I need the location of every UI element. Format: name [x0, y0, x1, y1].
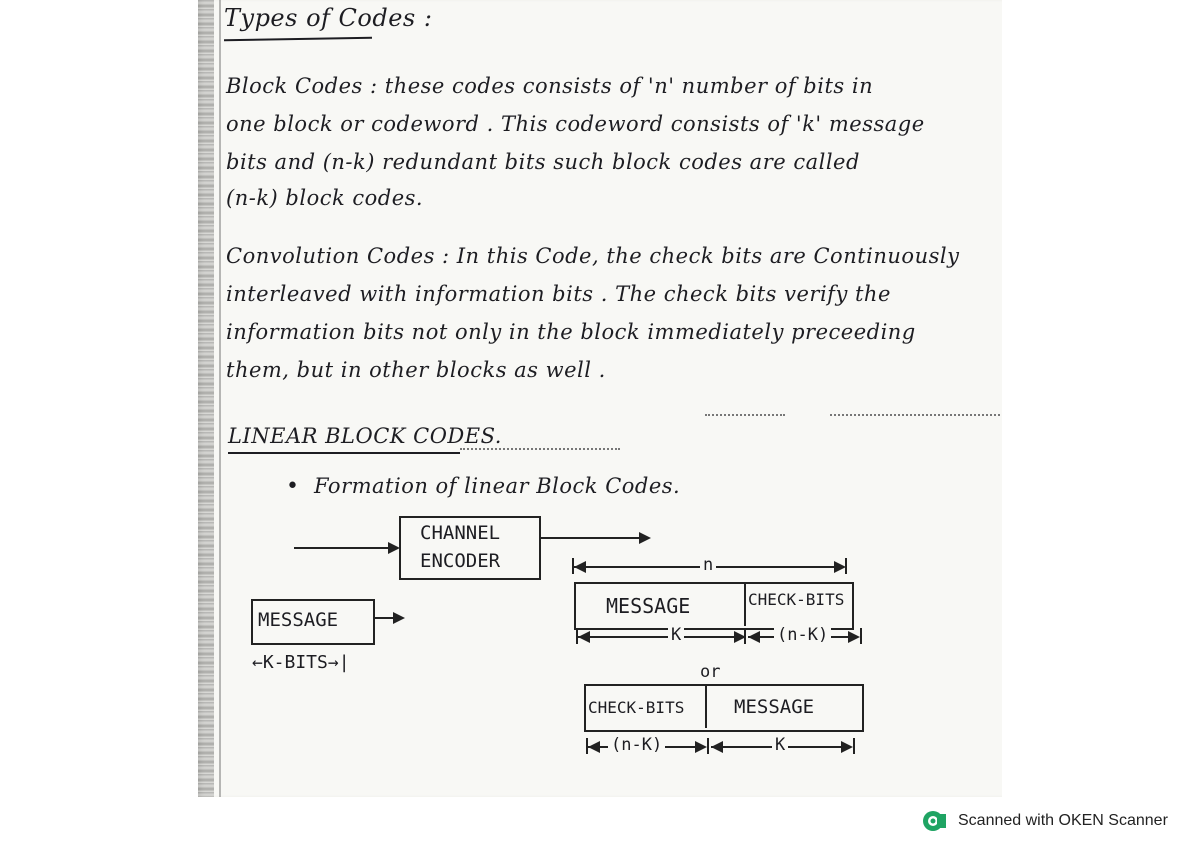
- margin-line: [219, 0, 221, 797]
- bullet-formation-text: Formation of linear Block Codes.: [314, 474, 681, 498]
- cw1-k-label: K: [668, 625, 684, 645]
- output-arrow-head: [639, 532, 651, 544]
- cw2-mid-tick: [707, 738, 709, 754]
- k-bits-dimension: ←K-BITS→|: [252, 652, 350, 673]
- message-arrow-head: [393, 612, 405, 624]
- cw1-nk-left-head: [748, 631, 760, 643]
- scanner-watermark: [922, 808, 1168, 834]
- heading-underline: [228, 452, 460, 454]
- message-box-label: MESSAGE: [258, 609, 339, 631]
- cw2-k-right-tick: [853, 738, 855, 754]
- convolution-codes-line-2: interleaved with information bits . The check bits verify the: [226, 282, 891, 306]
- cw1-k-left-head: [578, 631, 590, 643]
- cw2-k-label: K: [772, 735, 788, 755]
- scanner-text: Scanned with OKEN Scanner: [958, 812, 1168, 829]
- block-codes-line-4: (n-k) block codes.: [226, 186, 424, 210]
- or-label: or: [700, 662, 721, 682]
- n-dim-right-tick: [845, 558, 847, 574]
- cw2-k-right-head: [841, 741, 853, 753]
- cw2-nk-right-head: [695, 741, 707, 753]
- codeword-1-divider: [744, 584, 746, 626]
- message-arrow-line: [375, 617, 395, 619]
- input-arrow-line: [294, 547, 388, 549]
- faint-dots: [705, 414, 785, 416]
- bullet-dot: •: [286, 474, 300, 499]
- cw1-nk-right-tick: [860, 628, 862, 644]
- output-arrow-line: [539, 537, 639, 539]
- codeword-1-check-bits: CHECK-BITS: [748, 590, 845, 609]
- page-title: Types of Codes :: [224, 4, 433, 32]
- block-codes-line-1: Block Codes : these codes consists of 'n' number of bits in: [226, 74, 874, 98]
- block-codes-line-2: one block or codeword . This codeword consists of 'k' message: [226, 112, 925, 136]
- convolution-codes-line-3: information bits not only in the block immediately preceeding: [226, 320, 916, 344]
- cw1-k-line: [578, 636, 744, 638]
- oken-scanner-logo-icon: [922, 808, 948, 834]
- convolution-codes-line-1: Convolution Codes : In this Code, the check bits are Continuously: [226, 244, 960, 268]
- faint-dots: [830, 414, 1000, 416]
- cw2-nk-left-head: [588, 741, 600, 753]
- codeword-2-message: MESSAGE: [734, 696, 815, 718]
- encoder-label-line-2: ENCODER: [420, 550, 501, 572]
- cw2-k-left-head: [711, 741, 723, 753]
- linear-block-codes-heading: LINEAR BLOCK CODES.: [228, 424, 502, 448]
- n-dim-left-head: [574, 561, 586, 573]
- faint-dots: [460, 448, 620, 450]
- cw1-nk-label: (n-K): [774, 625, 831, 645]
- cw1-mid-tick: [744, 628, 746, 644]
- n-dim-label: n: [700, 555, 716, 575]
- codeword-2-divider: [705, 686, 707, 728]
- cw2-nk-label: (n-K): [608, 735, 665, 755]
- codeword-2-check-bits: CHECK-BITS: [588, 698, 685, 717]
- block-codes-line-3: bits and (n-k) redundant bits such block codes are called: [226, 150, 860, 174]
- convolution-codes-line-4: them, but in other blocks as well .: [226, 358, 606, 382]
- page-binding: [198, 0, 214, 797]
- encoder-label-line-1: CHANNEL: [420, 522, 501, 544]
- cw1-nk-right-head: [848, 631, 860, 643]
- codeword-1-message: MESSAGE: [606, 594, 691, 618]
